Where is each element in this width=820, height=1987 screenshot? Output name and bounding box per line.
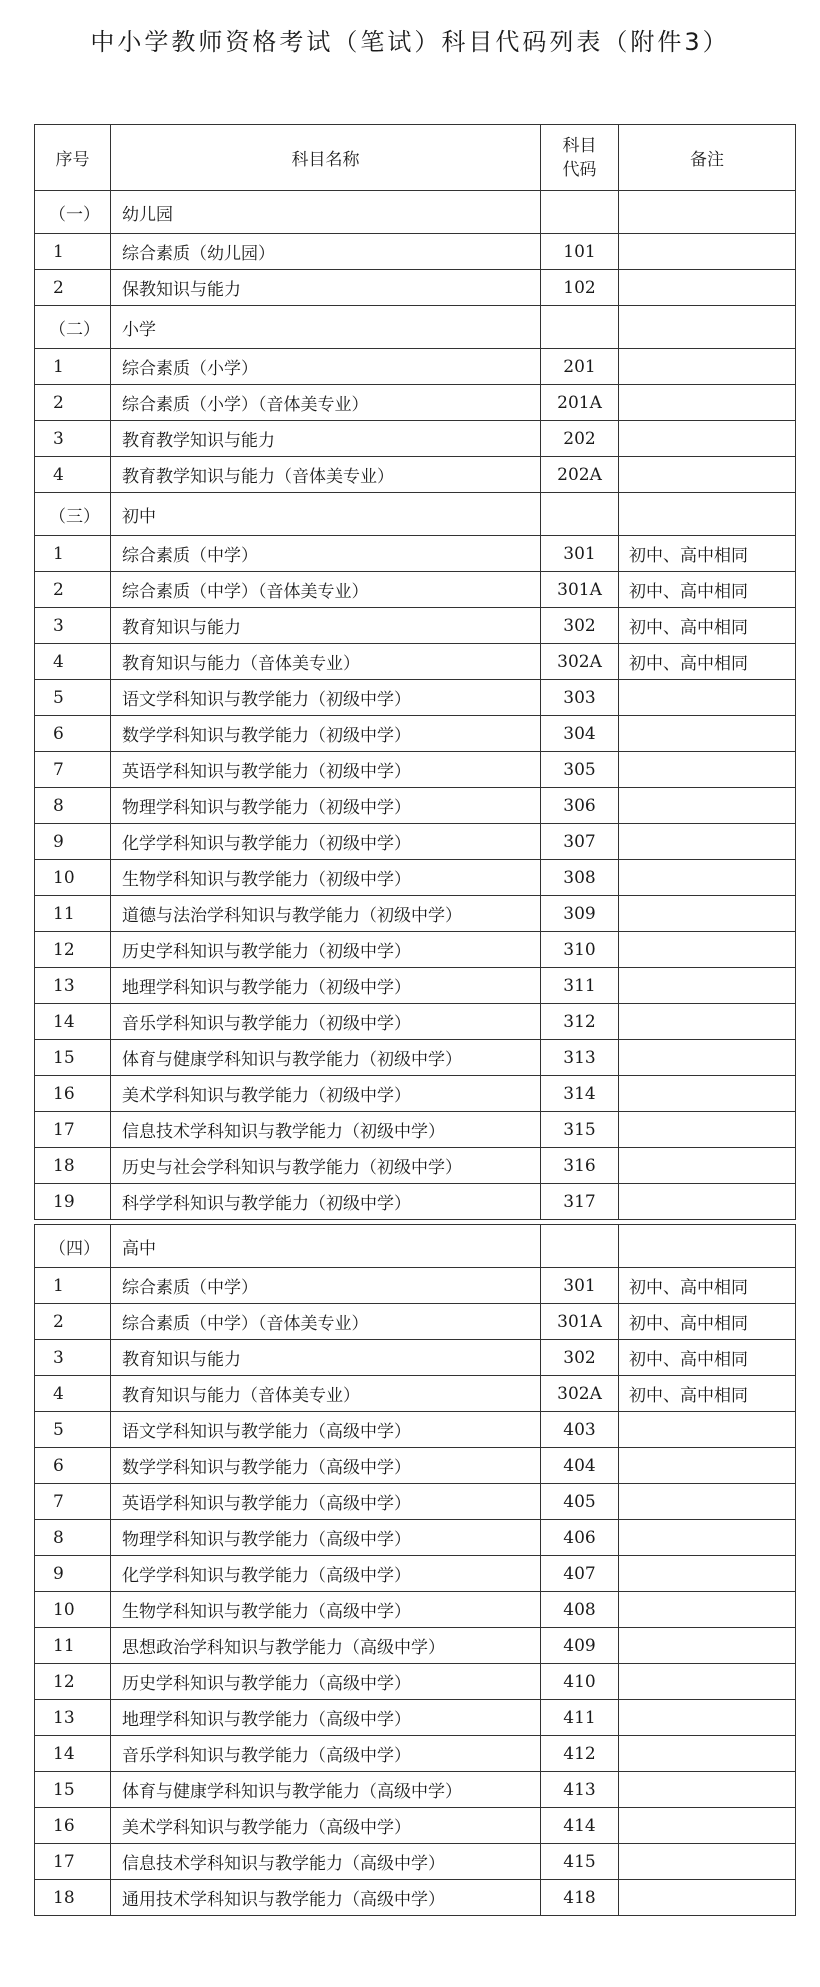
table-row [35,1556,796,1592]
row-no: 6 [35,716,111,752]
section-name: 小学 [111,306,541,349]
row-no: 1 [35,234,111,270]
subject-note [619,1556,796,1592]
subject-code: 317 [541,1184,619,1220]
table-row [35,608,796,644]
header-code-line2: 代码 [562,159,597,180]
subject-code: 408 [541,1592,619,1628]
subject-name: 生物学科知识与教学能力（高级中学） [111,1592,541,1628]
table-row [35,860,796,896]
row-no: 1 [35,349,111,385]
subject-code: 101 [541,234,619,270]
section-row [35,191,796,234]
subject-note: 初中、高中相同 [619,1304,796,1340]
table-row [35,349,796,385]
subject-name: 综合素质（中学）（音体美专业） [111,572,541,608]
section-row [35,1225,796,1268]
section-row [35,306,796,349]
table-row [35,1448,796,1484]
subject-code: 412 [541,1736,619,1772]
subject-name: 综合素质（中学） [111,1268,541,1304]
row-no: 14 [35,1004,111,1040]
subject-name: 历史学科知识与教学能力（高级中学） [111,1664,541,1700]
subject-code: 316 [541,1148,619,1184]
section-note-empty [619,306,796,349]
row-no: 18 [35,1148,111,1184]
subject-code: 309 [541,896,619,932]
subject-name: 地理学科知识与教学能力（初级中学） [111,968,541,1004]
row-no: 9 [35,1556,111,1592]
table-row [35,457,796,493]
subject-name: 地理学科知识与教学能力（高级中学） [111,1700,541,1736]
subject-code: 202A [541,457,619,493]
subject-note [619,349,796,385]
table-body [35,191,796,1916]
subject-name: 体育与健康学科知识与教学能力（初级中学） [111,1040,541,1076]
subject-code: 301A [541,572,619,608]
subject-code: 406 [541,1520,619,1556]
subject-note: 初中、高中相同 [619,1268,796,1304]
subject-code: 308 [541,860,619,896]
section-name: 初中 [111,493,541,536]
section-note-empty [619,493,796,536]
subject-name: 化学学科知识与教学能力（高级中学） [111,1556,541,1592]
subject-code: 312 [541,1004,619,1040]
subject-code: 302A [541,644,619,680]
subject-code: 405 [541,1484,619,1520]
subject-note [619,457,796,493]
subject-name: 思想政治学科知识与教学能力（高级中学） [111,1628,541,1664]
section-code-empty [541,493,619,536]
row-no: 2 [35,270,111,306]
row-no: 19 [35,1184,111,1220]
subject-note [619,1880,796,1916]
row-no: 13 [35,968,111,1004]
row-no: 5 [35,1412,111,1448]
subject-note [619,716,796,752]
subject-name: 教育知识与能力 [111,608,541,644]
subject-name: 物理学科知识与教学能力（初级中学） [111,788,541,824]
header-code [541,125,619,191]
subject-code: 314 [541,1076,619,1112]
subject-code: 301 [541,1268,619,1304]
section-note-empty [619,1225,796,1268]
subject-name: 物理学科知识与教学能力（高级中学） [111,1520,541,1556]
section-no: （一） [35,191,111,234]
row-no: 9 [35,824,111,860]
subject-name: 英语学科知识与教学能力（高级中学） [111,1484,541,1520]
subject-code: 404 [541,1448,619,1484]
subject-note [619,421,796,457]
table-row [35,824,796,860]
subject-name: 美术学科知识与教学能力（高级中学） [111,1808,541,1844]
subject-name: 教育知识与能力 [111,1340,541,1376]
subject-note [619,824,796,860]
subject-code: 201A [541,385,619,421]
subject-note [619,1664,796,1700]
table-row [35,1004,796,1040]
section-code-empty [541,191,619,234]
subject-code: 302 [541,1340,619,1376]
subject-note [619,968,796,1004]
subject-name: 音乐学科知识与教学能力（初级中学） [111,1004,541,1040]
subject-note [619,1076,796,1112]
subject-note [619,1148,796,1184]
subject-name: 保教知识与能力 [111,270,541,306]
row-no: 4 [35,1376,111,1412]
row-no: 3 [35,421,111,457]
subject-note: 初中、高中相同 [619,1340,796,1376]
row-no: 15 [35,1772,111,1808]
row-no: 11 [35,1628,111,1664]
table-row [35,1880,796,1916]
subject-name: 教育知识与能力（音体美专业） [111,644,541,680]
subject-name: 数学学科知识与教学能力（高级中学） [111,1448,541,1484]
subject-name: 音乐学科知识与教学能力（高级中学） [111,1736,541,1772]
table-row [35,1268,796,1304]
row-no: 10 [35,860,111,896]
subject-name: 数学学科知识与教学能力（初级中学） [111,716,541,752]
subject-name: 通用技术学科知识与教学能力（高级中学） [111,1880,541,1916]
table-header-row [35,125,796,191]
row-no: 3 [35,608,111,644]
section-note-empty [619,191,796,234]
table-row [35,1628,796,1664]
subject-note [619,788,796,824]
row-no: 10 [35,1592,111,1628]
subject-code: 301A [541,1304,619,1340]
subject-note [619,680,796,716]
table-row [35,752,796,788]
section-no: （四） [35,1225,111,1268]
subject-code: 315 [541,1112,619,1148]
table-row [35,1376,796,1412]
table-row [35,421,796,457]
table-row [35,1664,796,1700]
subject-name: 综合素质（小学）（音体美专业） [111,385,541,421]
subject-code: 311 [541,968,619,1004]
row-no: 7 [35,752,111,788]
row-no: 8 [35,1520,111,1556]
row-no: 1 [35,536,111,572]
table-row [35,680,796,716]
table-row [35,385,796,421]
table-row [35,1844,796,1880]
row-no: 1 [35,1268,111,1304]
row-no: 18 [35,1880,111,1916]
subject-name: 语文学科知识与教学能力（初级中学） [111,680,541,716]
table-row [35,234,796,270]
table-row [35,1076,796,1112]
subject-note: 初中、高中相同 [619,644,796,680]
subject-note [619,896,796,932]
subject-note [619,234,796,270]
table-row [35,270,796,306]
subject-note [619,932,796,968]
section-name: 幼儿园 [111,191,541,234]
subject-name: 教育知识与能力（音体美专业） [111,1376,541,1412]
subject-name: 教育教学知识与能力 [111,421,541,457]
subject-note [619,1040,796,1076]
subject-note: 初中、高中相同 [619,572,796,608]
table-row [35,932,796,968]
header-name: 科目名称 [111,125,541,191]
subject-note [619,1628,796,1664]
row-no: 11 [35,896,111,932]
subject-code: 102 [541,270,619,306]
subject-code: 201 [541,349,619,385]
subject-name: 信息技术学科知识与教学能力（高级中学） [111,1844,541,1880]
table-row [35,968,796,1004]
subject-code: 305 [541,752,619,788]
table-row [35,1148,796,1184]
subject-note [619,270,796,306]
table-row [35,536,796,572]
subject-note [619,1484,796,1520]
subject-code: 409 [541,1628,619,1664]
subject-name: 生物学科知识与教学能力（初级中学） [111,860,541,896]
subject-code: 415 [541,1844,619,1880]
row-no: 16 [35,1076,111,1112]
subject-code: 202 [541,421,619,457]
header-no: 序号 [35,125,111,191]
subject-name: 综合素质（中学）（音体美专业） [111,1304,541,1340]
subject-note [619,1412,796,1448]
table-row [35,716,796,752]
subject-name: 历史与社会学科知识与教学能力（初级中学） [111,1148,541,1184]
row-no: 13 [35,1700,111,1736]
section-no: （二） [35,306,111,349]
table-row [35,644,796,680]
subject-name: 语文学科知识与教学能力（高级中学） [111,1412,541,1448]
subject-code: 413 [541,1772,619,1808]
table-row [35,1304,796,1340]
row-no: 12 [35,1664,111,1700]
subject-code: 414 [541,1808,619,1844]
subject-code: 410 [541,1664,619,1700]
subject-code-table [34,124,796,1916]
subject-code: 407 [541,1556,619,1592]
subject-name: 教育教学知识与能力（音体美专业） [111,457,541,493]
row-no: 12 [35,932,111,968]
subject-code: 403 [541,1412,619,1448]
row-no: 14 [35,1736,111,1772]
subject-code: 301 [541,536,619,572]
table-row [35,1112,796,1148]
subject-note [619,1700,796,1736]
subject-note: 初中、高中相同 [619,608,796,644]
subject-code: 302 [541,608,619,644]
row-no: 17 [35,1112,111,1148]
section-code-empty [541,1225,619,1268]
row-no: 2 [35,1304,111,1340]
table-row [35,1700,796,1736]
section-name: 高中 [111,1225,541,1268]
section-no: （三） [35,493,111,536]
subject-name: 体育与健康学科知识与教学能力（高级中学） [111,1772,541,1808]
subject-note: 初中、高中相同 [619,536,796,572]
subject-note: 初中、高中相同 [619,1376,796,1412]
table-row [35,1484,796,1520]
subject-note [619,1592,796,1628]
subject-note [619,385,796,421]
subject-note [619,1112,796,1148]
subject-note [619,1844,796,1880]
subject-note [619,860,796,896]
subject-note [619,1184,796,1220]
subject-code: 310 [541,932,619,968]
subject-code: 313 [541,1040,619,1076]
table-row [35,1184,796,1220]
header-note: 备注 [619,125,796,191]
subject-code: 302A [541,1376,619,1412]
subject-note [619,1736,796,1772]
subject-note [619,752,796,788]
subject-code: 307 [541,824,619,860]
row-no: 7 [35,1484,111,1520]
subject-note [619,1520,796,1556]
subject-code: 306 [541,788,619,824]
row-no: 4 [35,457,111,493]
page-title: 中小学教师资格考试（笔试）科目代码列表（附件3） [90,28,730,56]
subject-name: 信息技术学科知识与教学能力（初级中学） [111,1112,541,1148]
table-row [35,1772,796,1808]
subject-code: 303 [541,680,619,716]
table-row [35,1808,796,1844]
subject-code: 418 [541,1880,619,1916]
subject-name: 历史学科知识与教学能力（初级中学） [111,932,541,968]
subject-note [619,1448,796,1484]
subject-name: 综合素质（幼儿园） [111,234,541,270]
subject-note [619,1772,796,1808]
table-row [35,572,796,608]
row-no: 2 [35,572,111,608]
subject-name: 英语学科知识与教学能力（初级中学） [111,752,541,788]
subject-name: 美术学科知识与教学能力（初级中学） [111,1076,541,1112]
table-row [35,1520,796,1556]
header-code-line1: 科目 [562,135,597,156]
subject-code: 304 [541,716,619,752]
table-row [35,1592,796,1628]
subject-name: 道德与法治学科知识与教学能力（初级中学） [111,896,541,932]
row-no: 4 [35,644,111,680]
row-no: 17 [35,1844,111,1880]
section-row [35,493,796,536]
row-no: 5 [35,680,111,716]
row-no: 16 [35,1808,111,1844]
table-row [35,1340,796,1376]
row-no: 15 [35,1040,111,1076]
subject-name: 综合素质（小学） [111,349,541,385]
row-no: 3 [35,1340,111,1376]
subject-name: 综合素质（中学） [111,536,541,572]
section-code-empty [541,306,619,349]
subject-name: 化学学科知识与教学能力（初级中学） [111,824,541,860]
subject-note [619,1004,796,1040]
table-row [35,1040,796,1076]
subject-name: 科学学科知识与教学能力（初级中学） [111,1184,541,1220]
row-no: 2 [35,385,111,421]
row-no: 6 [35,1448,111,1484]
table-row [35,1412,796,1448]
table-row [35,788,796,824]
row-no: 8 [35,788,111,824]
table-row [35,896,796,932]
table-row [35,1736,796,1772]
subject-code: 411 [541,1700,619,1736]
subject-note [619,1808,796,1844]
